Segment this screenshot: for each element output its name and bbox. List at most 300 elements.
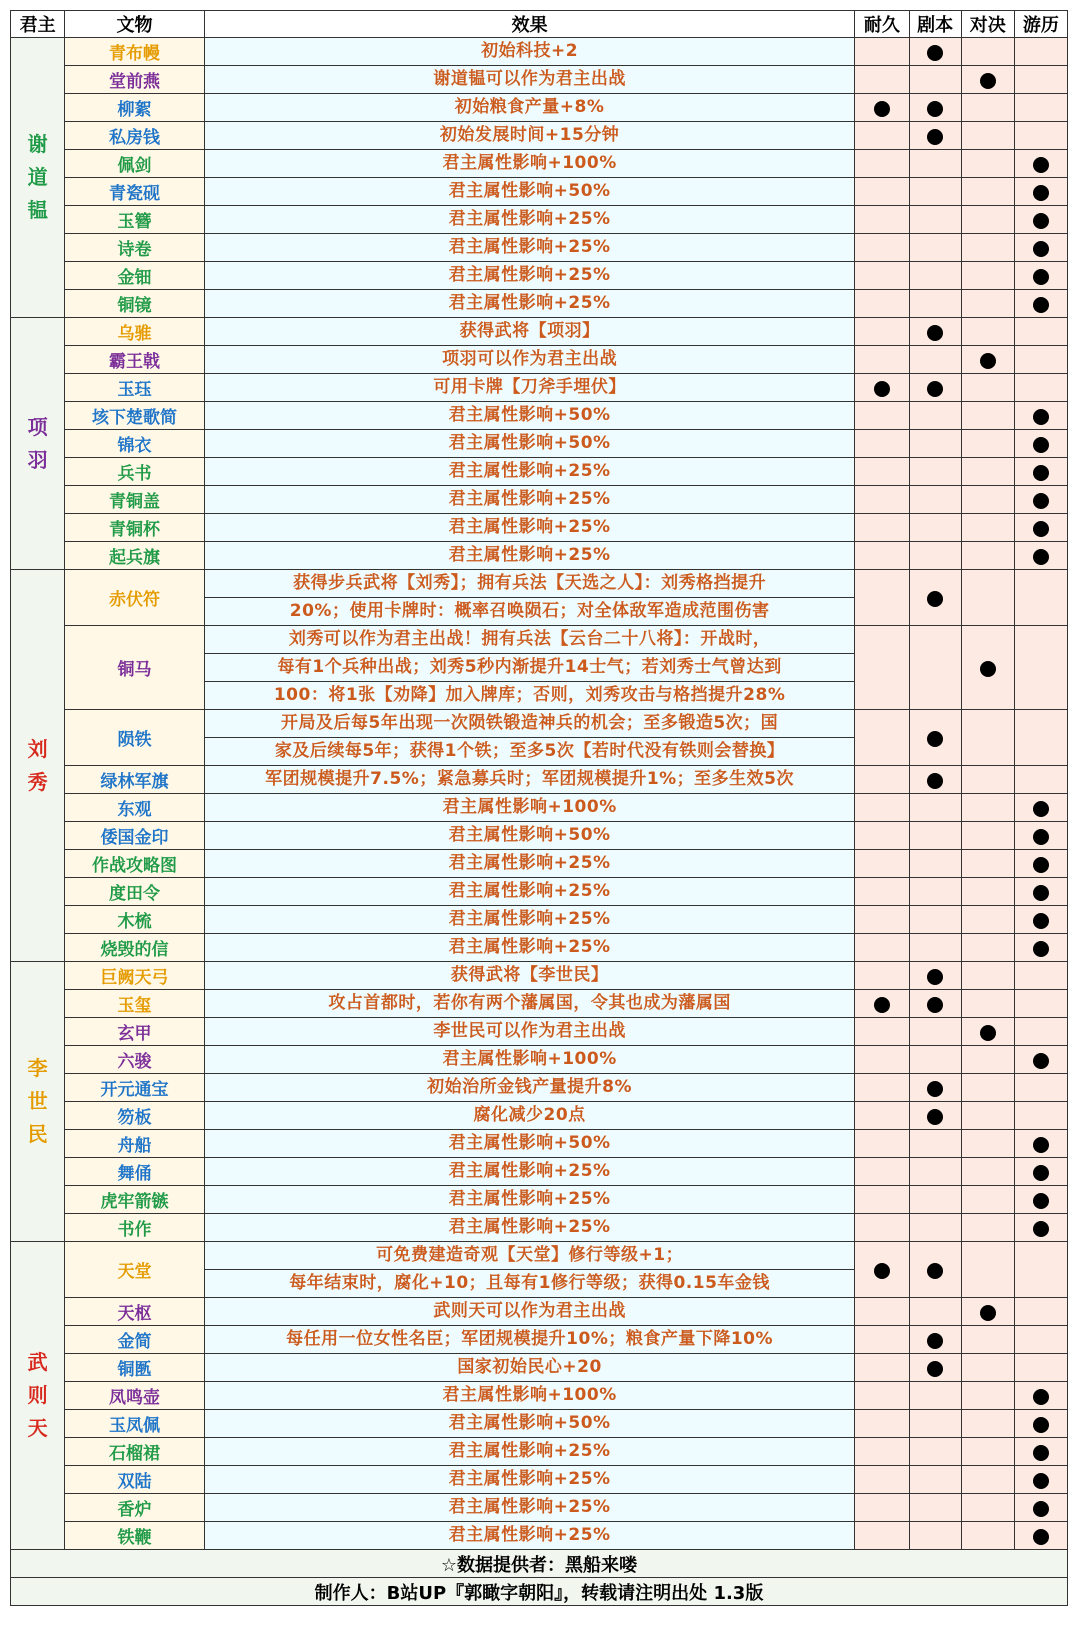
effect-line: 君主属性影响+100%: [442, 1385, 617, 1405]
filled-dot-icon: [1033, 1389, 1049, 1405]
filled-dot-icon: [927, 381, 943, 397]
effect-line: 腐化减少20点: [473, 1105, 586, 1125]
flag-durability: [855, 94, 909, 122]
flag-travel: [1014, 850, 1067, 878]
flag-travel: [1014, 1354, 1067, 1382]
filled-dot-icon: [980, 1025, 996, 1041]
filled-dot-icon: [1033, 1529, 1049, 1545]
effect-line: 君主属性影响+50%: [448, 181, 611, 201]
flag-scenario: [909, 1354, 961, 1382]
footer-maker: 制作人：B站UP『郭瞰字朝阳』，转载请注明出处 1.3版: [11, 1578, 1068, 1606]
table-row: [11, 710, 1068, 766]
flag-scenario: [909, 1382, 961, 1410]
flag-durability: [855, 262, 909, 290]
filled-dot-icon: [1033, 1417, 1049, 1433]
table-row: [11, 1354, 1068, 1382]
relic-name: 金简: [65, 1326, 205, 1354]
table-row: [11, 38, 1068, 66]
flag-scenario: [909, 1410, 961, 1438]
filled-dot-icon: [927, 1263, 943, 1279]
flag-scenario: [909, 178, 961, 206]
relic-name: 铁鞭: [65, 1522, 205, 1550]
relic-name: 玉簪: [65, 206, 205, 234]
flag-durability: [855, 402, 909, 430]
flag-duel: [961, 486, 1014, 514]
relic-effect: [204, 766, 854, 794]
relic-effect: [204, 962, 854, 990]
filled-dot-icon: [927, 773, 943, 789]
flag-duel: [961, 1494, 1014, 1522]
flag-scenario: [909, 822, 961, 850]
header-duel: 对决: [961, 11, 1014, 38]
relic-name: 赤伏符: [65, 570, 205, 626]
filled-dot-icon: [1033, 493, 1049, 509]
effect-line: 君主属性影响+25%: [448, 909, 611, 929]
table-row: [11, 66, 1068, 94]
flag-durability: [855, 486, 909, 514]
relic-name: 金钿: [65, 262, 205, 290]
relic-name: 堂前燕: [65, 66, 205, 94]
relic-name: 铜马: [65, 626, 205, 710]
flag-travel: [1014, 262, 1067, 290]
flag-durability: [855, 514, 909, 542]
effect-line: 君主属性影响+100%: [442, 1049, 617, 1069]
flag-travel: [1014, 290, 1067, 318]
table-row: [11, 290, 1068, 318]
relic-effect: [204, 1158, 854, 1186]
flag-durability: [855, 290, 909, 318]
flag-travel: [1014, 374, 1067, 402]
effect-line: 君主属性影响+25%: [448, 881, 611, 901]
effect-line: 君主属性影响+25%: [448, 517, 611, 537]
flag-travel: [1014, 1298, 1067, 1326]
filled-dot-icon: [927, 1081, 943, 1097]
filled-dot-icon: [1033, 913, 1049, 929]
filled-dot-icon: [927, 997, 943, 1013]
flag-scenario: [909, 850, 961, 878]
relic-effect: [204, 822, 854, 850]
table-row: [11, 262, 1068, 290]
flag-scenario: [909, 1074, 961, 1102]
flag-durability: [855, 38, 909, 66]
flag-travel: [1014, 430, 1067, 458]
flag-duel: [961, 1354, 1014, 1382]
filled-dot-icon: [1033, 941, 1049, 957]
flag-travel: [1014, 318, 1067, 346]
relic-effect: [204, 430, 854, 458]
flag-travel: [1014, 1410, 1067, 1438]
table-row: [11, 122, 1068, 150]
flag-scenario: [909, 934, 961, 962]
flag-duel: [961, 1018, 1014, 1046]
header-relic: 文物: [65, 11, 205, 38]
flag-duel: [961, 1522, 1014, 1550]
flag-duel: [961, 1186, 1014, 1214]
effect-line: 获得步兵武将【刘秀】；拥有兵法【天选之人】：刘秀格挡提升: [205, 570, 854, 598]
effect-line: 初始发展时间+15分钟: [439, 125, 620, 145]
flag-scenario: [909, 878, 961, 906]
relic-table: [10, 10, 1068, 1606]
relic-effect: [204, 514, 854, 542]
relic-name: 铜匦: [65, 1354, 205, 1382]
flag-travel: [1014, 94, 1067, 122]
flag-duel: [961, 1102, 1014, 1130]
flag-scenario: [909, 1298, 961, 1326]
flag-durability: [855, 150, 909, 178]
effect-line: 君主属性影响+25%: [448, 853, 611, 873]
table-row: [11, 1438, 1068, 1466]
relic-name: 兵书: [65, 458, 205, 486]
effect-line: 武则天可以作为君主出战: [433, 1301, 626, 1321]
flag-durability: [855, 822, 909, 850]
relic-name: 佩剑: [65, 150, 205, 178]
flag-duel: [961, 374, 1014, 402]
flag-scenario: [909, 430, 961, 458]
relic-effect: [204, 1494, 854, 1522]
flag-scenario: [909, 1102, 961, 1130]
effect-line: 君主属性影响+25%: [448, 937, 611, 957]
flag-duel: [961, 1074, 1014, 1102]
filled-dot-icon: [874, 1263, 890, 1279]
flag-duel: [961, 906, 1014, 934]
flag-durability: [855, 66, 909, 94]
flag-scenario: [909, 542, 961, 570]
flag-durability: [855, 1354, 909, 1382]
table-row: [11, 794, 1068, 822]
flag-durability: [855, 1494, 909, 1522]
relic-effect: [204, 1466, 854, 1494]
flag-scenario: [909, 66, 961, 94]
filled-dot-icon: [1033, 213, 1049, 229]
flag-duel: [961, 150, 1014, 178]
flag-durability: [855, 626, 909, 710]
filled-dot-icon: [1033, 437, 1049, 453]
flag-travel: [1014, 1438, 1067, 1466]
lord-cell: 项羽: [11, 318, 65, 570]
table-row: [11, 990, 1068, 1018]
table-row: [11, 766, 1068, 794]
relic-effect: [204, 122, 854, 150]
flag-travel: [1014, 1382, 1067, 1410]
table-body: [11, 38, 1068, 1550]
effect-line: 君主属性影响+25%: [448, 1189, 611, 1209]
relic-effect: [204, 178, 854, 206]
flag-scenario: [909, 234, 961, 262]
table-row: [11, 542, 1068, 570]
effect-line: 可用卡牌【刀斧手埋伏】: [433, 377, 626, 397]
flag-duel: [961, 878, 1014, 906]
footer-maker-row: [11, 1578, 1068, 1606]
flag-travel: [1014, 346, 1067, 374]
flag-travel: [1014, 66, 1067, 94]
relic-name: 锦衣: [65, 430, 205, 458]
effect-line: 君主属性影响+100%: [442, 153, 617, 173]
relic-name: 绿林军旗: [65, 766, 205, 794]
effect-line: 君主属性影响+25%: [448, 1217, 611, 1237]
flag-durability: [855, 962, 909, 990]
flag-durability: [855, 1018, 909, 1046]
flag-scenario: [909, 122, 961, 150]
filled-dot-icon: [1033, 1053, 1049, 1069]
relic-name: 私房钱: [65, 122, 205, 150]
flag-travel: [1014, 1466, 1067, 1494]
filled-dot-icon: [927, 969, 943, 985]
relic-name: 玉凤佩: [65, 1410, 205, 1438]
flag-scenario: [909, 1046, 961, 1074]
flag-scenario: [909, 486, 961, 514]
flag-scenario: [909, 318, 961, 346]
flag-duel: [961, 542, 1014, 570]
flag-durability: [855, 430, 909, 458]
effect-line: 君主属性影响+50%: [448, 1413, 611, 1433]
flag-durability: [855, 458, 909, 486]
filled-dot-icon: [1033, 885, 1049, 901]
relic-effect: [204, 1298, 854, 1326]
effect-line: 初始治所金钱产量提升8%: [427, 1077, 633, 1097]
flag-travel: [1014, 1046, 1067, 1074]
flag-duel: [961, 514, 1014, 542]
flag-durability: [855, 710, 909, 766]
table-row: [11, 234, 1068, 262]
filled-dot-icon: [1033, 1221, 1049, 1237]
flag-duel: [961, 38, 1014, 66]
header-effect: 效果: [204, 11, 854, 38]
relic-effect: [204, 1074, 854, 1102]
relic-name: 乌骓: [65, 318, 205, 346]
flag-travel: [1014, 458, 1067, 486]
effect-line: 君主属性影响+25%: [448, 265, 611, 285]
flag-duel: [961, 94, 1014, 122]
flag-durability: [855, 766, 909, 794]
effect-line: 每任用一位女性名臣；军团规模提升10%；粮食产量下降10%: [286, 1329, 774, 1349]
effect-line: 攻占首都时，若你有两个藩属国，令其也成为藩属国: [328, 993, 731, 1013]
flag-duel: [961, 318, 1014, 346]
flag-duel: [961, 430, 1014, 458]
relic-effect: [204, 906, 854, 934]
flag-travel: [1014, 514, 1067, 542]
flag-durability: [855, 1438, 909, 1466]
flag-durability: [855, 374, 909, 402]
relic-effect: [204, 626, 854, 710]
flag-durability: [855, 122, 909, 150]
flag-duel: [961, 234, 1014, 262]
relic-name: 柳絮: [65, 94, 205, 122]
flag-travel: [1014, 542, 1067, 570]
effect-line: 刘秀可以作为君主出战！拥有兵法【云台二十八将】：开战时，: [205, 626, 854, 654]
effect-line: 初始科技+2: [481, 41, 579, 61]
filled-dot-icon: [874, 381, 890, 397]
flag-travel: [1014, 1242, 1067, 1298]
flag-scenario: [909, 1186, 961, 1214]
flag-travel: [1014, 1214, 1067, 1242]
relic-effect: [204, 150, 854, 178]
flag-durability: [855, 990, 909, 1018]
flag-durability: [855, 850, 909, 878]
table-row: [11, 934, 1068, 962]
flag-duel: [961, 990, 1014, 1018]
lord-cell: 武则天: [11, 1242, 65, 1550]
effect-line: 家及后续每5年；获得1个铁；至多5次【若时代没有铁则会替换】: [274, 741, 785, 761]
table-row: [11, 626, 1068, 710]
flag-scenario: [909, 150, 961, 178]
relic-name: 霸王戟: [65, 346, 205, 374]
flag-scenario: [909, 1242, 961, 1298]
table-row: [11, 1130, 1068, 1158]
flag-duel: [961, 1130, 1014, 1158]
flag-scenario: [909, 290, 961, 318]
flag-duel: [961, 934, 1014, 962]
flag-scenario: [909, 766, 961, 794]
flag-travel: [1014, 206, 1067, 234]
flag-travel: [1014, 990, 1067, 1018]
flag-duel: [961, 346, 1014, 374]
relic-effect: [204, 1130, 854, 1158]
flag-durability: [855, 570, 909, 626]
effect-line: 军团规模提升7.5%；紧急募兵时；军团规模提升1%；至多生效5次: [265, 769, 795, 789]
relic-effect: [204, 1326, 854, 1354]
flag-scenario: [909, 710, 961, 766]
filled-dot-icon: [1033, 1445, 1049, 1461]
relic-effect: [204, 1018, 854, 1046]
flag-durability: [855, 794, 909, 822]
flag-scenario: [909, 570, 961, 626]
effect-line: 项羽可以作为君主出战: [442, 349, 618, 369]
flag-travel: [1014, 934, 1067, 962]
relic-name: 青铜盖: [65, 486, 205, 514]
flag-durability: [855, 206, 909, 234]
filled-dot-icon: [927, 1109, 943, 1125]
relic-name: 笏板: [65, 1102, 205, 1130]
flag-duel: [961, 1466, 1014, 1494]
filled-dot-icon: [980, 353, 996, 369]
filled-dot-icon: [927, 325, 943, 341]
relic-effect: [204, 1382, 854, 1410]
flag-scenario: [909, 38, 961, 66]
effect-line: 君主属性影响+50%: [448, 405, 611, 425]
table-row: [11, 1382, 1068, 1410]
effect-line: 君主属性影响+25%: [448, 489, 611, 509]
flag-scenario: [909, 1494, 961, 1522]
relic-name: 青布幔: [65, 38, 205, 66]
effect-line: 君主属性影响+25%: [448, 1161, 611, 1181]
relic-effect: [204, 346, 854, 374]
flag-duel: [961, 458, 1014, 486]
header-durability: 耐久: [855, 11, 909, 38]
filled-dot-icon: [874, 101, 890, 117]
flag-scenario: [909, 794, 961, 822]
flag-duel: [961, 178, 1014, 206]
effect-line: 君主属性影响+25%: [448, 293, 611, 313]
table-row: [11, 1298, 1068, 1326]
relic-effect: [204, 458, 854, 486]
table-row: [11, 1522, 1068, 1550]
lord-cell: 李世民: [11, 962, 65, 1242]
table-row: [11, 346, 1068, 374]
table-row: [11, 486, 1068, 514]
relic-name: 垓下楚歌简: [65, 402, 205, 430]
flag-durability: [855, 234, 909, 262]
effect-line: 每有1个兵种出战；刘秀5秒内渐提升14士气；若刘秀士气曾达到: [205, 654, 854, 682]
relic-effect: [204, 850, 854, 878]
relic-effect: [204, 1046, 854, 1074]
filled-dot-icon: [1033, 549, 1049, 565]
flag-scenario: [909, 1466, 961, 1494]
flag-duel: [961, 206, 1014, 234]
flag-scenario: [909, 346, 961, 374]
flag-travel: [1014, 962, 1067, 990]
relic-effect: [204, 374, 854, 402]
flag-duel: [961, 1242, 1014, 1298]
flag-duel: [961, 262, 1014, 290]
relic-name: 青铜杯: [65, 514, 205, 542]
flag-duel: [961, 402, 1014, 430]
table-row: [11, 402, 1068, 430]
filled-dot-icon: [1033, 1473, 1049, 1489]
effect-line: 获得武将【李世民】: [450, 965, 609, 985]
filled-dot-icon: [927, 45, 943, 61]
relic-name: 陨铁: [65, 710, 205, 766]
flag-duel: [961, 1410, 1014, 1438]
relic-effect: [204, 1186, 854, 1214]
filled-dot-icon: [1033, 1193, 1049, 1209]
flag-travel: [1014, 402, 1067, 430]
flag-travel: [1014, 710, 1067, 766]
relic-name: 铜镜: [65, 290, 205, 318]
filled-dot-icon: [927, 591, 943, 607]
relic-effect: [204, 262, 854, 290]
relic-effect: [204, 1410, 854, 1438]
flag-travel: [1014, 794, 1067, 822]
flag-travel: [1014, 1018, 1067, 1046]
header-scenario: 剧本: [909, 11, 961, 38]
filled-dot-icon: [874, 997, 890, 1013]
flag-travel: [1014, 626, 1067, 710]
relic-name: 石榴裙: [65, 1438, 205, 1466]
table-row: [11, 206, 1068, 234]
flag-durability: [855, 178, 909, 206]
table-row: [11, 374, 1068, 402]
flag-durability: [855, 1326, 909, 1354]
table-row: [11, 178, 1068, 206]
filled-dot-icon: [927, 101, 943, 117]
effect-line: 君主属性影响+25%: [448, 1441, 611, 1461]
relic-name: 天堂: [65, 1242, 205, 1298]
filled-dot-icon: [1033, 1165, 1049, 1181]
flag-duel: [961, 962, 1014, 990]
flag-scenario: [909, 1522, 961, 1550]
relic-name: 倭国金印: [65, 822, 205, 850]
effect-line: 君主属性影响+25%: [448, 1525, 611, 1545]
flag-duel: [961, 1438, 1014, 1466]
flag-duel: [961, 1158, 1014, 1186]
flag-durability: [855, 542, 909, 570]
relic-name: 香炉: [65, 1494, 205, 1522]
relic-effect: [204, 1354, 854, 1382]
flag-durability: [855, 1130, 909, 1158]
relic-name: 烧毁的信: [65, 934, 205, 962]
flag-scenario: [909, 962, 961, 990]
header-travel: 游历: [1014, 11, 1067, 38]
flag-durability: [855, 1046, 909, 1074]
relic-effect: [204, 1522, 854, 1550]
effect-line: 君主属性影响+25%: [448, 461, 611, 481]
table-row: [11, 962, 1068, 990]
flag-travel: [1014, 878, 1067, 906]
flag-travel: [1014, 1494, 1067, 1522]
relic-effect: [204, 570, 854, 626]
table-row: [11, 1102, 1068, 1130]
relic-name: 玉玺: [65, 990, 205, 1018]
